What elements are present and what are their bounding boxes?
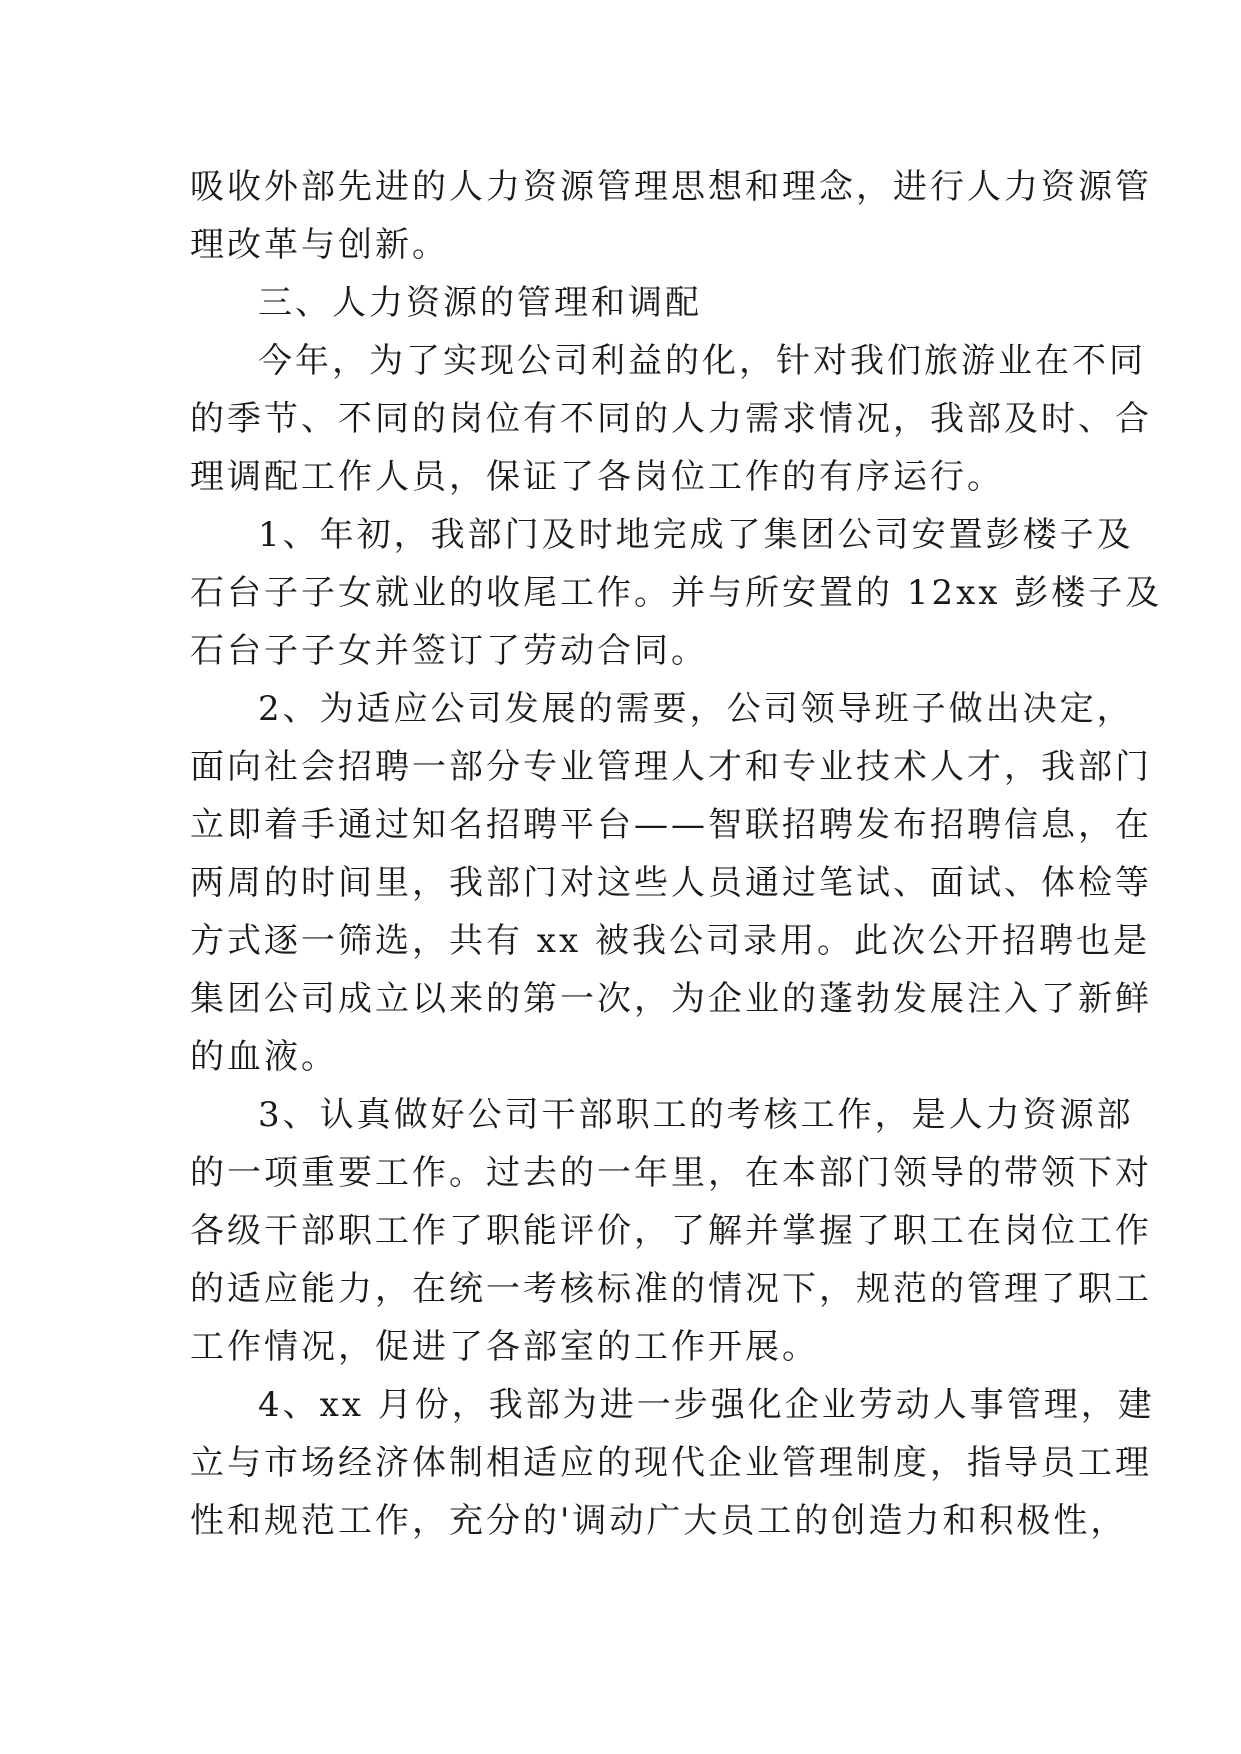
text-line: 石台子子女就业的收尾工作。并与所安置的 12xx 彭楼子及 xyxy=(190,573,1163,613)
text-line: 的血液。 xyxy=(190,1037,338,1077)
paragraph xyxy=(190,680,1152,1086)
text-line: 1、年初，我部门及时地完成了集团公司安置彭楼子及 xyxy=(258,515,1134,555)
text-line: 工作情况，促进了各部室的工作开展。 xyxy=(190,1327,819,1367)
text-line: 石台子子女并签订了劳动合同。 xyxy=(190,631,708,671)
section-heading xyxy=(190,274,1050,332)
text-line: 立即着手通过知名招聘平台——智联招聘发布招聘信息，在 xyxy=(190,805,1152,845)
text-line: 方式逐一筛选，共有 xx 被我公司录用。此次公开招聘也是 xyxy=(190,921,1150,961)
text-line: 今年，为了实现公司利益的化，针对我们旅游业在不同 xyxy=(258,341,1146,381)
text-line: 两周的时间里，我部门对这些人员通过笔试、面试、体检等 xyxy=(190,863,1152,903)
paragraph xyxy=(190,332,1152,506)
text-line: 理调配工作人员，保证了各岗位工作的有序运行。 xyxy=(190,457,1004,497)
document-body xyxy=(190,158,1163,1550)
text-line: 4、xx 月份，我部为进一步强化企业劳动人事管理，建 xyxy=(258,1385,1155,1425)
text-line: 三、人力资源的管理和调配 xyxy=(258,283,702,323)
text-line: 的一项重要工作。过去的一年里，在本部门领导的带领下对 xyxy=(190,1153,1152,1193)
text-line: 的适应能力，在统一考核标准的情况下，规范的管理了职工 xyxy=(190,1269,1152,1309)
text-line: 集团公司成立以来的第一次，为企业的蓬勃发展注入了新鲜 xyxy=(190,979,1152,1019)
paragraph xyxy=(190,1086,1152,1376)
text-line: 各级干部职工作了职能评价，了解并掌握了职工在岗位工作 xyxy=(190,1211,1152,1251)
text-line: 性和规范工作，充分的'调动广大员工的创造力和积极性， xyxy=(190,1501,1128,1541)
text-line: 理改革与创新。 xyxy=(190,225,449,265)
paragraph xyxy=(190,158,1152,274)
text-line: 面向社会招聘一部分专业管理人才和专业技术人才，我部门 xyxy=(190,747,1152,787)
paragraph xyxy=(190,506,1163,680)
paragraph xyxy=(190,1376,1155,1550)
text-line: 3、认真做好公司干部职工的考核工作，是人力资源部 xyxy=(258,1095,1134,1135)
text-line: 2、为适应公司发展的需要，公司领导班子做出决定， xyxy=(258,689,1134,729)
text-line: 的季节、不同的岗位有不同的人力需求情况，我部及时、合 xyxy=(190,399,1152,439)
text-line: 吸收外部先进的人力资源管理思想和理念，进行人力资源管 xyxy=(190,167,1152,207)
text-line: 立与市场经济体制相适应的现代企业管理制度，指导员工理 xyxy=(190,1443,1152,1483)
